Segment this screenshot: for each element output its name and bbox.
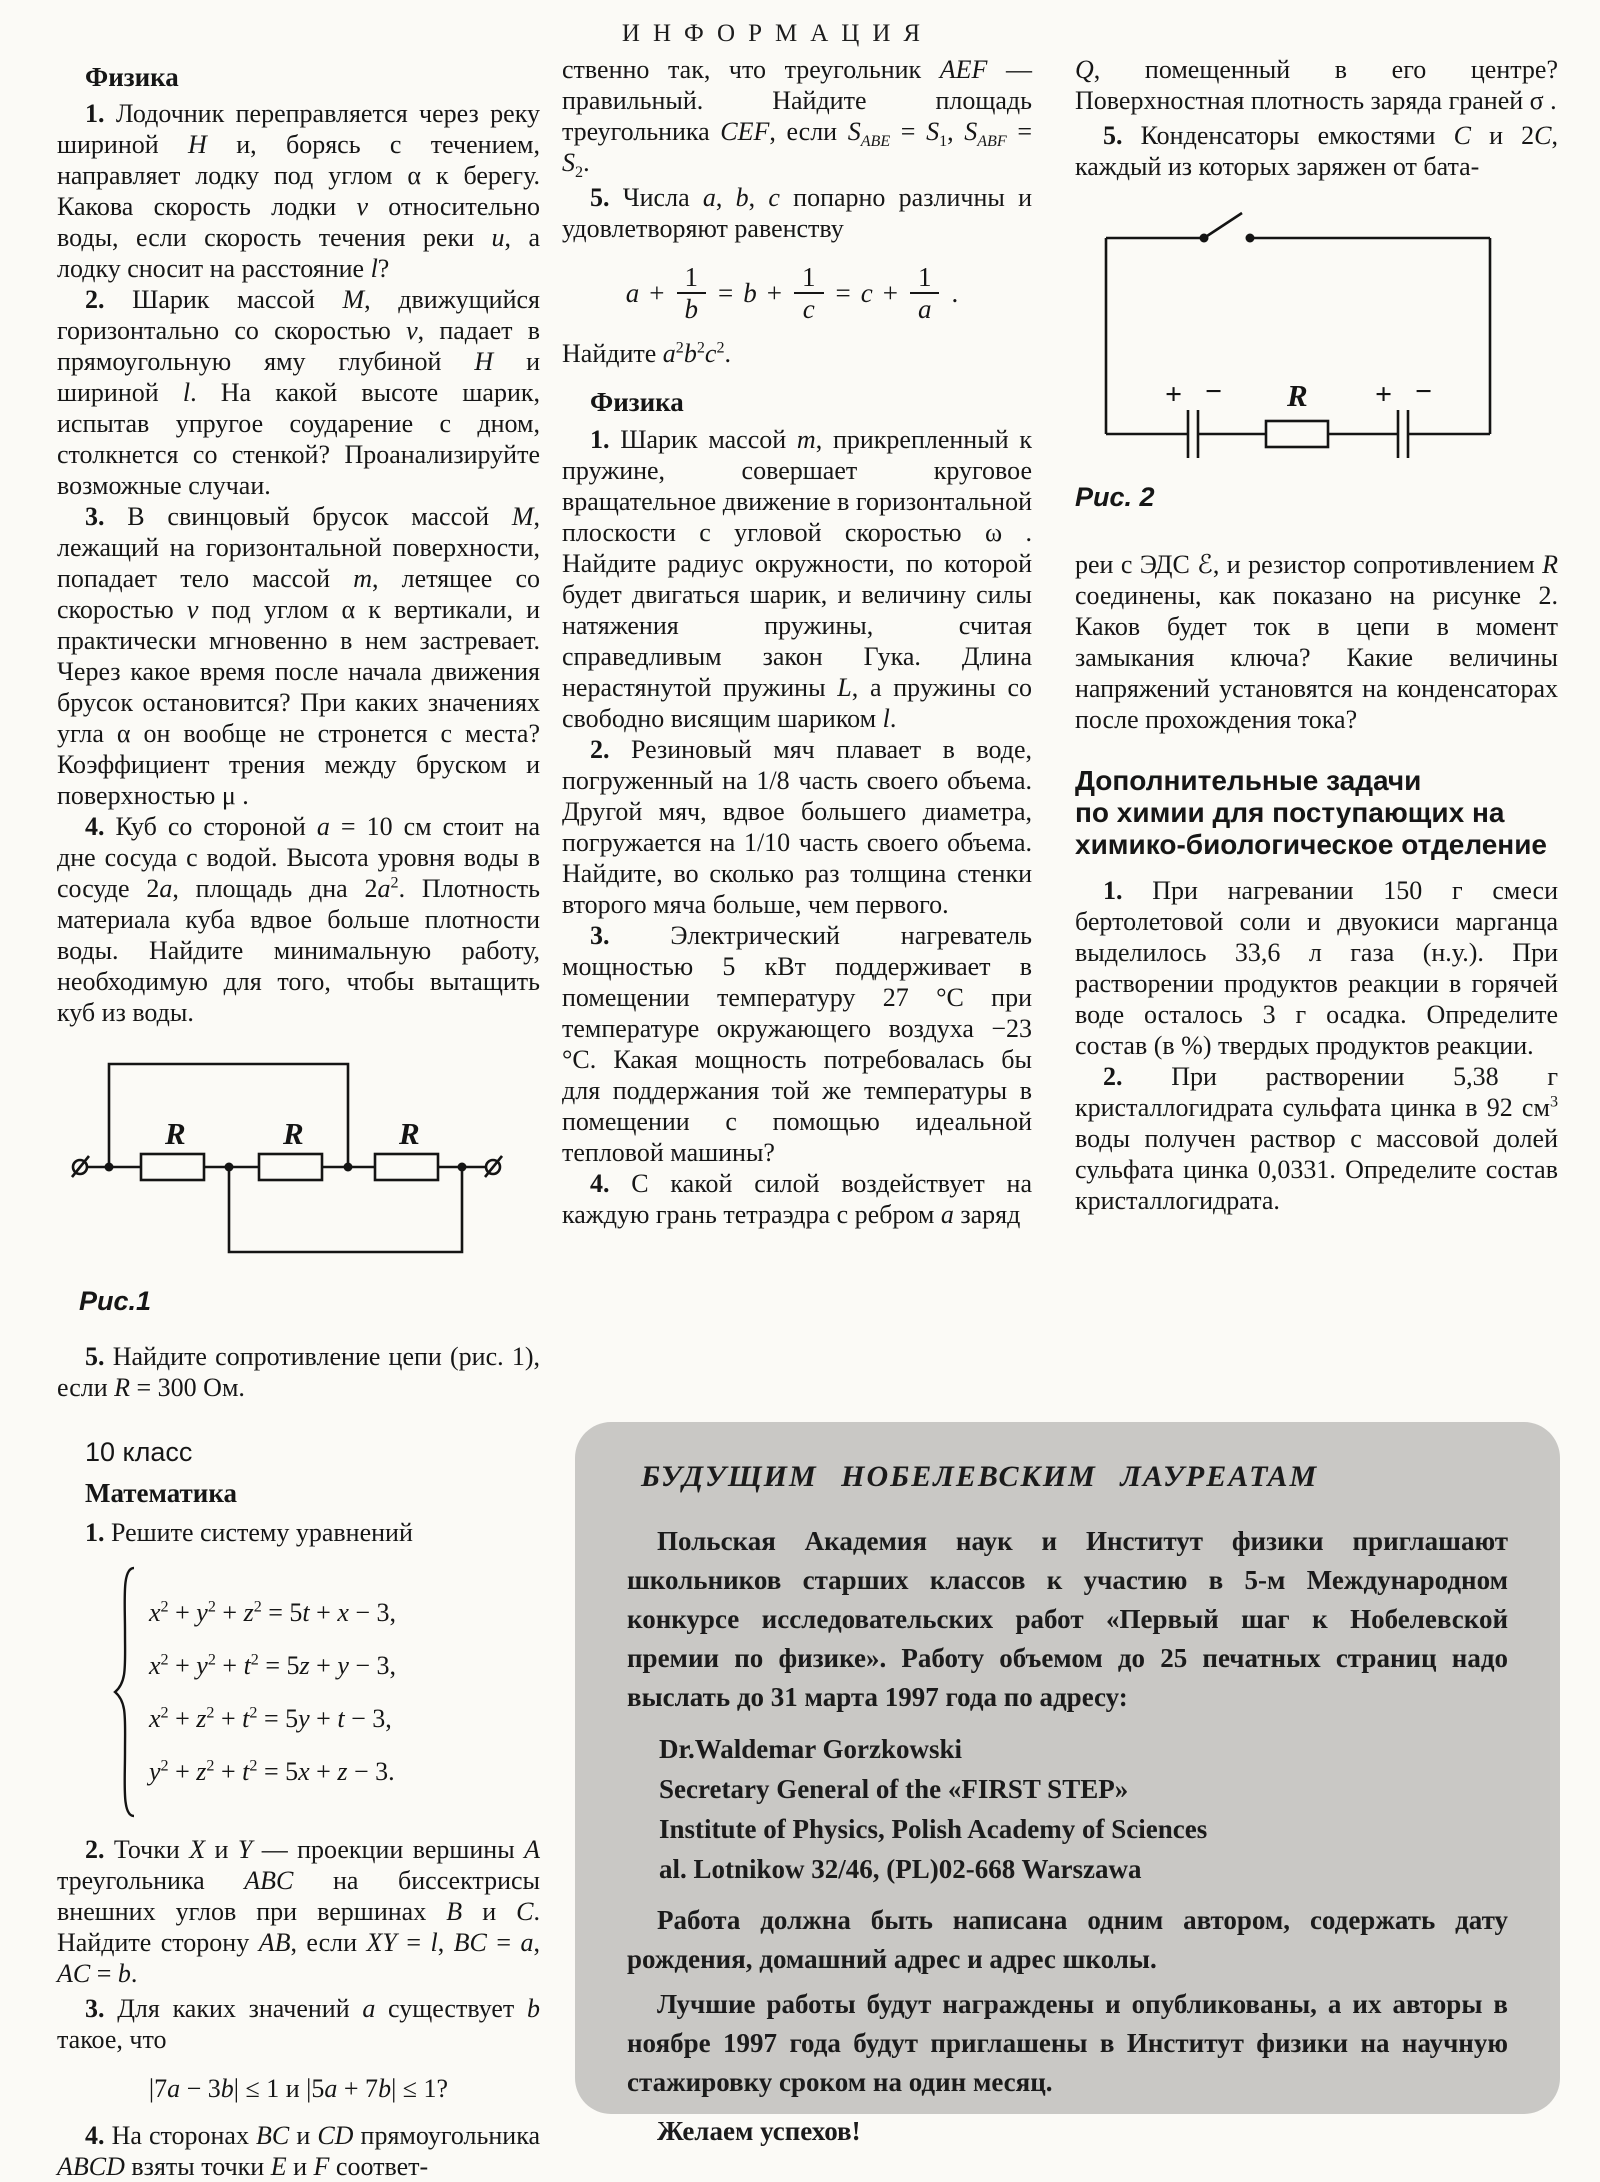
capacitor-1-minus: − bbox=[1205, 375, 1223, 408]
physics-problem-1: 1. Лодочник переправляется через реку шириной H и, борясь с течением, направляет лодку под углом α к берегу. Какова скорость лодки v относительно воды, если скорость течения реки u, а лодку сносит на расстояние l? bbox=[57, 99, 540, 283]
column-left bbox=[57, 54, 540, 2182]
figure-2 bbox=[1075, 208, 1558, 513]
circuit-diagram-1 bbox=[71, 1056, 503, 1270]
resistor-2-label: R bbox=[283, 1116, 304, 1151]
math-problem-5: 5. Числа a, b, c попарно различны и удовлетворяют равенству bbox=[562, 183, 1032, 243]
figure-1-caption: Рис.1 bbox=[79, 1286, 152, 1316]
physics2-problem-4: 4. С какой силой воздействует на каждую грань тетраэдра с ребром a заряд bbox=[562, 1169, 1032, 1229]
resistor-label: R bbox=[1287, 378, 1308, 413]
circuit-diagram-2 bbox=[1101, 208, 1501, 466]
physics2-problem-3: 3. Электрический нагреватель мощностью 5 кВт поддерживает в помещении температуру 27 °С при температуре окружающего воздуха −23 °С. Какая мощность потребовалась бы для поддержания той же температуры в помещении с помощью идеальной тепловой машины? bbox=[562, 921, 1032, 1167]
announcement-paragraph-1: Польская Академия наук и Институт физики приглашают школьников старших классов к участию в 5-м Международном конкурсе исследовательских работ «Первый шаг к Нобелевской премии по физике». Работу объемом до 25 печатных страниц надо выслать до 31 марта 1997 года по адресу: bbox=[627, 1526, 1508, 1712]
physics-problem-4: 4. Куб со стороной a = 10 см стоит на дне сосуда с водой. Высота уровня воды в сосуде 2a, площадь дна $2a^2$. Плотность материала куба вдвое больше плотности воды. Найдите минимальную работу, необходимую для того, чтобы вытащить куб из воды. bbox=[57, 812, 541, 1027]
equation-row: $x^2 + y^2 + t^2 = 5z + y - 3$, bbox=[149, 1651, 397, 1680]
inequality-formula: |7a − 3b| ≤ 1 и |5a + 7b| ≤ 1? bbox=[148, 2074, 449, 2103]
math-problem-3: 3. Для каких значений a существует b такое, что bbox=[57, 1994, 540, 2054]
address-line: al. Lotnikow 32/46, (PL)02-668 Warszawa bbox=[659, 1854, 1142, 1884]
equation-row: $x^2 + y^2 + z^2 = 5t + x - 3$, bbox=[149, 1598, 397, 1627]
math-problem-4-continuation: ственно так, что треугольник AEF — правильный. Найдите площадь треугольника CEF, если $S_{ABE} = S_1$, $S_{ABF} = S_2$. bbox=[562, 55, 1033, 182]
chemistry-problem-1: 1. При нагревании 150 г смеси бертолетовой соли и двуокиси марганца выделилось 33,6 л газа (н.у.). При растворении продуктов реакции в горячей воде осталось 3 г осадка. Определите состав (в %) твердых продуктов реакции. bbox=[1075, 876, 1558, 1060]
physics2-problem-2: 2. Резиновый мяч плавает в воде, погруженный на 1/8 часть своего объема. Другой мяч, вдвое большего диаметра, погружается на 1/10 часть своего объема. Найдите, во сколько раз толщина стенки второго мяча больше, чем первого. bbox=[562, 735, 1032, 919]
physics-heading-middle: Физика bbox=[590, 387, 684, 417]
equation-system bbox=[111, 1566, 540, 1818]
fraction-equation: a + $\frac{1}{b}$ = b + $\frac{1}{c}$ = c + $\frac{1}{a}$ . bbox=[625, 262, 959, 324]
term-c: c bbox=[860, 277, 873, 308]
math-problem-2: 2. Точки X и Y — проекции вершины A треугольника ABC на биссектрисы внешних углов при вершинах B и C. Найдите сторону AB, если XY = l, BC = a, AC = b. bbox=[57, 1835, 541, 1988]
brace-icon bbox=[111, 1566, 137, 1818]
resistor-3-label: R bbox=[399, 1116, 420, 1151]
address-line: Secretary General of the «FIRST STEP» bbox=[659, 1774, 1129, 1804]
physics2-problem-1: 1. Шарик массой m, прикрепленный к пружине, совершает круговое вращательное движение в горизонтальной плоскости с угловой скоростью ω . Найдите радиус окружности, по которой будет двигаться шарик, и величину силы натяжения пружины, считая справедливым закон Гука. Длина нерастянутой пружины L, а пружины со свободно висящим шариком l. bbox=[562, 425, 1033, 733]
physics2-problem-5: 5. Конденсаторы емкостями C и 2C, каждый из которых заряжен от бата- bbox=[1075, 121, 1558, 181]
announcement-address bbox=[659, 1729, 1508, 1889]
announcement-paragraph-2: Работа должна быть написана одним автором, содержать дату рождения, домашний адрес и адрес школы. bbox=[627, 1905, 1508, 1974]
physics-problem-3: 3. В свинцовый брусок массой M, лежащий на горизонтальной поверхности, попадает тело массой m, летящее со скоростью v под углом α к вертикали, и практически мгновенно в нем застревает. Через какое время после начала движения брусок остановится? При каких значениях угла α он вообще не стронется с места? Коэффициент трения между бруском и поверхностью μ . bbox=[57, 502, 540, 810]
physics-heading-left: Физика bbox=[85, 62, 179, 92]
term-a: a bbox=[625, 277, 640, 308]
address-line: Dr.Waldemar Gorzkowski bbox=[659, 1734, 963, 1764]
page-header: ИНФОРМАЦИЯ bbox=[621, 20, 934, 47]
resistor-2 bbox=[259, 1154, 322, 1180]
physics2-problem-4-continuation: Q, помещенный в его центре? Поверхностная плотность заряда граней σ . bbox=[1075, 55, 1558, 115]
resistor-icon bbox=[1266, 421, 1328, 447]
resistor-3 bbox=[375, 1154, 438, 1180]
equation-list bbox=[149, 1597, 396, 1787]
physics-problem-2: 2. Шарик массой M, движущийся горизонтально со скоростью v, падает в прямоугольную яму глубиной H и шириной l. На какой высоте шарик, испытав упругое соударение с дном, столкнется со стенкой? Проанализируйте возможные случаи. bbox=[57, 285, 541, 500]
physics2-problem-5-continuation: реи с ЭДС ℰ, и резистор сопротивлением R соединены, как показано на рисунке 2. Каков будет ток в цепи в момент замыкания ключа? Какие величины напряжений установятся на конденсаторах после прохождения тока? bbox=[1075, 550, 1558, 734]
figure-2-caption: Рис. 2 bbox=[1075, 482, 1155, 512]
fraction-1: $\frac{1}{b}$ bbox=[677, 264, 707, 322]
fraction-2: $\frac{1}{c}$ bbox=[794, 264, 824, 322]
grade-heading: 10 класс bbox=[85, 1437, 193, 1467]
fraction-3: $\frac{1}{a}$ bbox=[910, 264, 940, 322]
announcement-closing: Желаем успехов! bbox=[657, 2116, 861, 2146]
equation-row: $y^2 + z^2 + t^2 = 5x + z - 3$. bbox=[149, 1757, 395, 1786]
top-bypass-wire bbox=[109, 1064, 348, 1167]
column-middle bbox=[562, 54, 1032, 1230]
chemistry-heading: Дополнительные задачи по химии для поступающих на химико-биологическое отделение bbox=[1075, 765, 1548, 860]
chemistry-problem-2: 2. При растворении 5,38 г кристаллогидрата сульфата цинка в 92 $см^3$ воды получен раствор с массовой долей сульфата цинка 0,0331. Определите состав кристаллогидрата. bbox=[1075, 1062, 1558, 1215]
announcement-title: БУДУЩИМ НОБЕЛЕВСКИМ ЛАУРЕАТАМ bbox=[641, 1460, 1319, 1493]
resistor-1 bbox=[141, 1154, 204, 1180]
announcement-box bbox=[575, 1422, 1560, 2146]
equation-row: $x^2 + z^2 + t^2 = 5y + t - 3$, bbox=[149, 1704, 392, 1733]
capacitor-2-plus: + bbox=[1375, 378, 1393, 411]
math-problem-5-question: Найдите $a^2b^2c^2$. bbox=[562, 339, 732, 368]
math-problem-1: 1. Решите систему уравнений bbox=[85, 1518, 413, 1547]
capacitor-2-minus: − bbox=[1415, 375, 1433, 408]
physics-problem-5: 5. Найдите сопротивление цепи (рис. 1), если R = 300 Ом. bbox=[57, 1342, 540, 1402]
figure-1 bbox=[71, 1056, 540, 1317]
switch-icon bbox=[1204, 213, 1242, 238]
resistor-1-label: R bbox=[165, 1116, 186, 1151]
address-line: Institute of Physics, Polish Academy of Sciences bbox=[659, 1814, 1208, 1844]
column-right bbox=[1075, 54, 1558, 1216]
announcement-paragraph-3: Лучшие работы будут награждены и опубликованы, а их авторы в ноябре 1997 года будут приглашены в Институт физики на научную стажировку сроком на один месяц. bbox=[627, 1989, 1508, 2097]
math-problem-4: 4. На сторонах BC и CD прямоугольника ABCD взяты точки E и F соответ- bbox=[57, 2121, 540, 2181]
capacitor-1-plus: + bbox=[1165, 378, 1183, 411]
term-b: b bbox=[743, 277, 757, 308]
math-heading: Математика bbox=[85, 1478, 238, 1508]
